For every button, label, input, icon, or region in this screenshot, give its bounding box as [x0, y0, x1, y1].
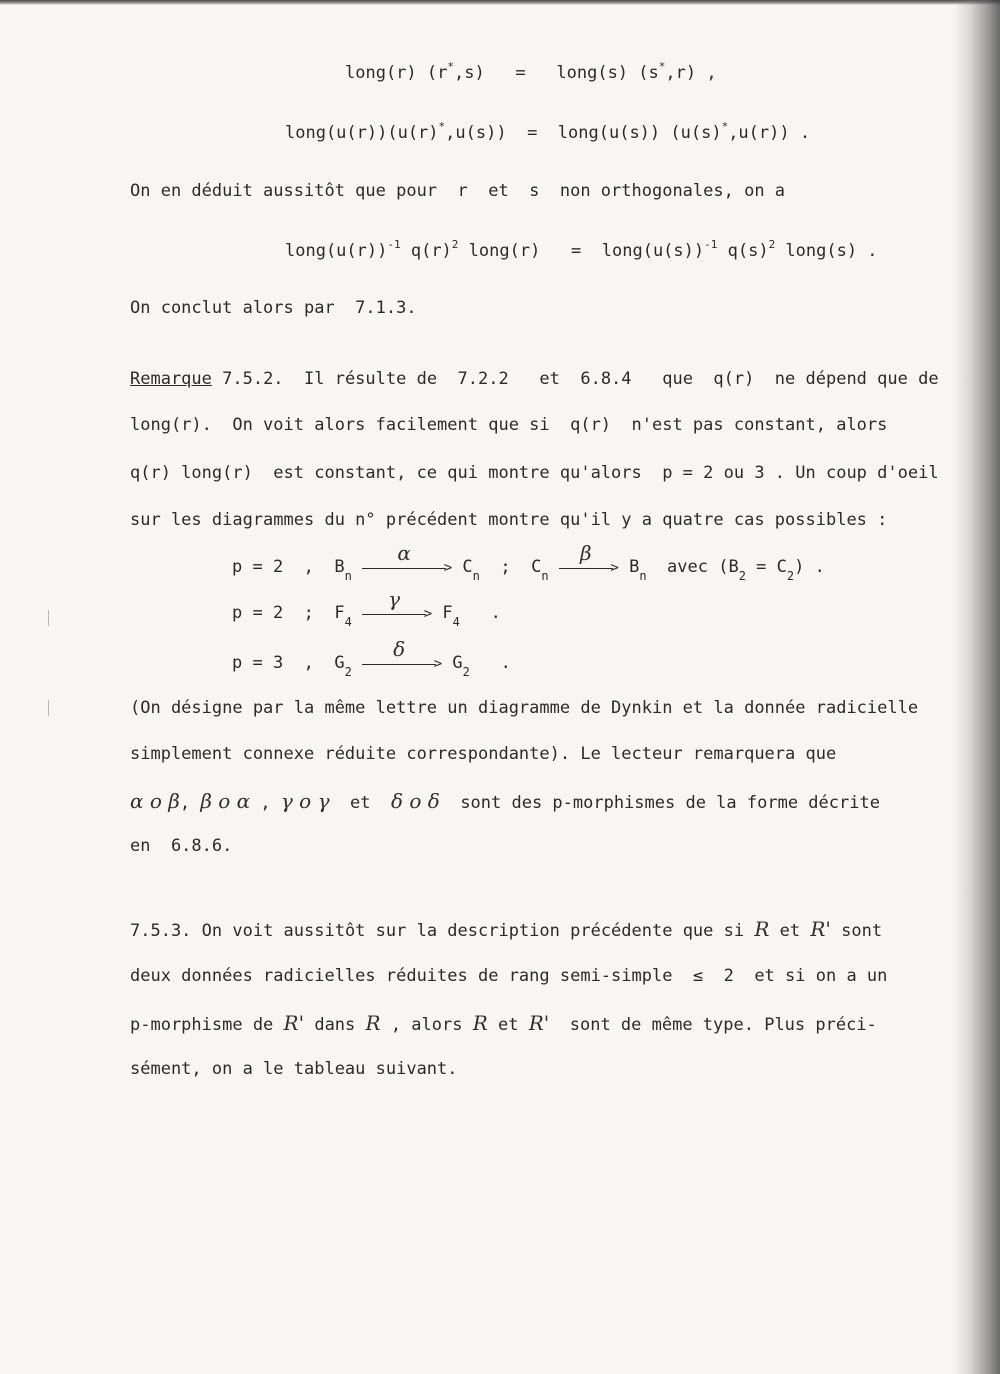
paragraph-4-line-4: sément, on a le tableau suivant.	[130, 1059, 458, 1079]
case-row: p = 2 ; $F_4$ γ > $F_4$ .	[232, 587, 501, 629]
gamma-arrow: γ >	[362, 602, 432, 624]
paragraph-4-line-1: 7.5.3. On voit aussitôt sur la description précédente que si R et R' sont	[130, 917, 883, 941]
paragraph-2: On conclut alors par 7.1.3.	[130, 298, 417, 318]
paragraph-3-line-2: simplement connexe réduite correspondante). Le lecteur remarquera que	[130, 744, 837, 764]
equation-2: long(u(r))(u(r)*,u(s)) = long(u(s)) (u(s)*,u(r)) .	[285, 120, 811, 143]
scan-right-edge	[954, 0, 1000, 1374]
paragraph-3-line-3: α o β, β o α , γ o γ et δ o δ sont des p-morphismes de la forme décrite	[130, 789, 880, 813]
remark-line-2: long(r). On voit alors facilement que si q(r) n'est pas constant, alors	[130, 415, 888, 435]
case-row: p = 2 , $B_n$ α > $C_n$ ; $C_n$ β > $B_n$ avec $(B_2 = C_2)$ .	[232, 541, 825, 583]
remark-line-3: q(r) long(r) est constant, ce qui montre qu'alors p = 2 ou 3 . Un coup d'oeil	[130, 463, 939, 483]
alpha-arrow: α >	[362, 556, 452, 578]
equation-3: $long(u(r))^{-1}$ $q(r)^2$ long(r) = $long(u(s))^{-1}$ $q(s)^2$ long(s) .	[285, 238, 878, 261]
margin-mark	[48, 610, 49, 626]
remark-line-1: Remarque 7.5.2. Il résulte de 7.2.2 et 6.8.4 que q(r) ne dépend que de	[130, 369, 939, 389]
paragraph-3-line-1: (On désigne par la même lettre un diagramme de Dynkin et la donnée radicielle	[130, 698, 919, 718]
equation-1: long(r) (r*,s) = long(s) (s*,r) ,	[345, 60, 717, 83]
paragraph-4-line-2: deux données radicielles réduites de rang semi-simple ≤ 2 et si on a un	[130, 966, 888, 986]
paragraph-4-line-3: p-morphisme de R' dans R , alors R et R' sont de même type. Plus préci-	[130, 1011, 877, 1035]
delta-arrow: δ >	[362, 652, 442, 674]
scan-top-edge	[0, 0, 1000, 5]
remark-label: Remarque	[130, 369, 212, 389]
beta-arrow: β >	[559, 556, 619, 578]
case-row: p = 3 , $G_2$ δ > $G_2$ .	[232, 637, 511, 679]
paragraph-3-line-4: en 6.8.6.	[130, 836, 233, 856]
remark-line-4: sur les diagrammes du n° précédent montre qu'il y a quatre cas possibles :	[130, 510, 888, 530]
margin-mark	[48, 700, 49, 716]
paragraph-1: On en déduit aussitôt que pour r et s non orthogonales, on a	[130, 181, 786, 201]
